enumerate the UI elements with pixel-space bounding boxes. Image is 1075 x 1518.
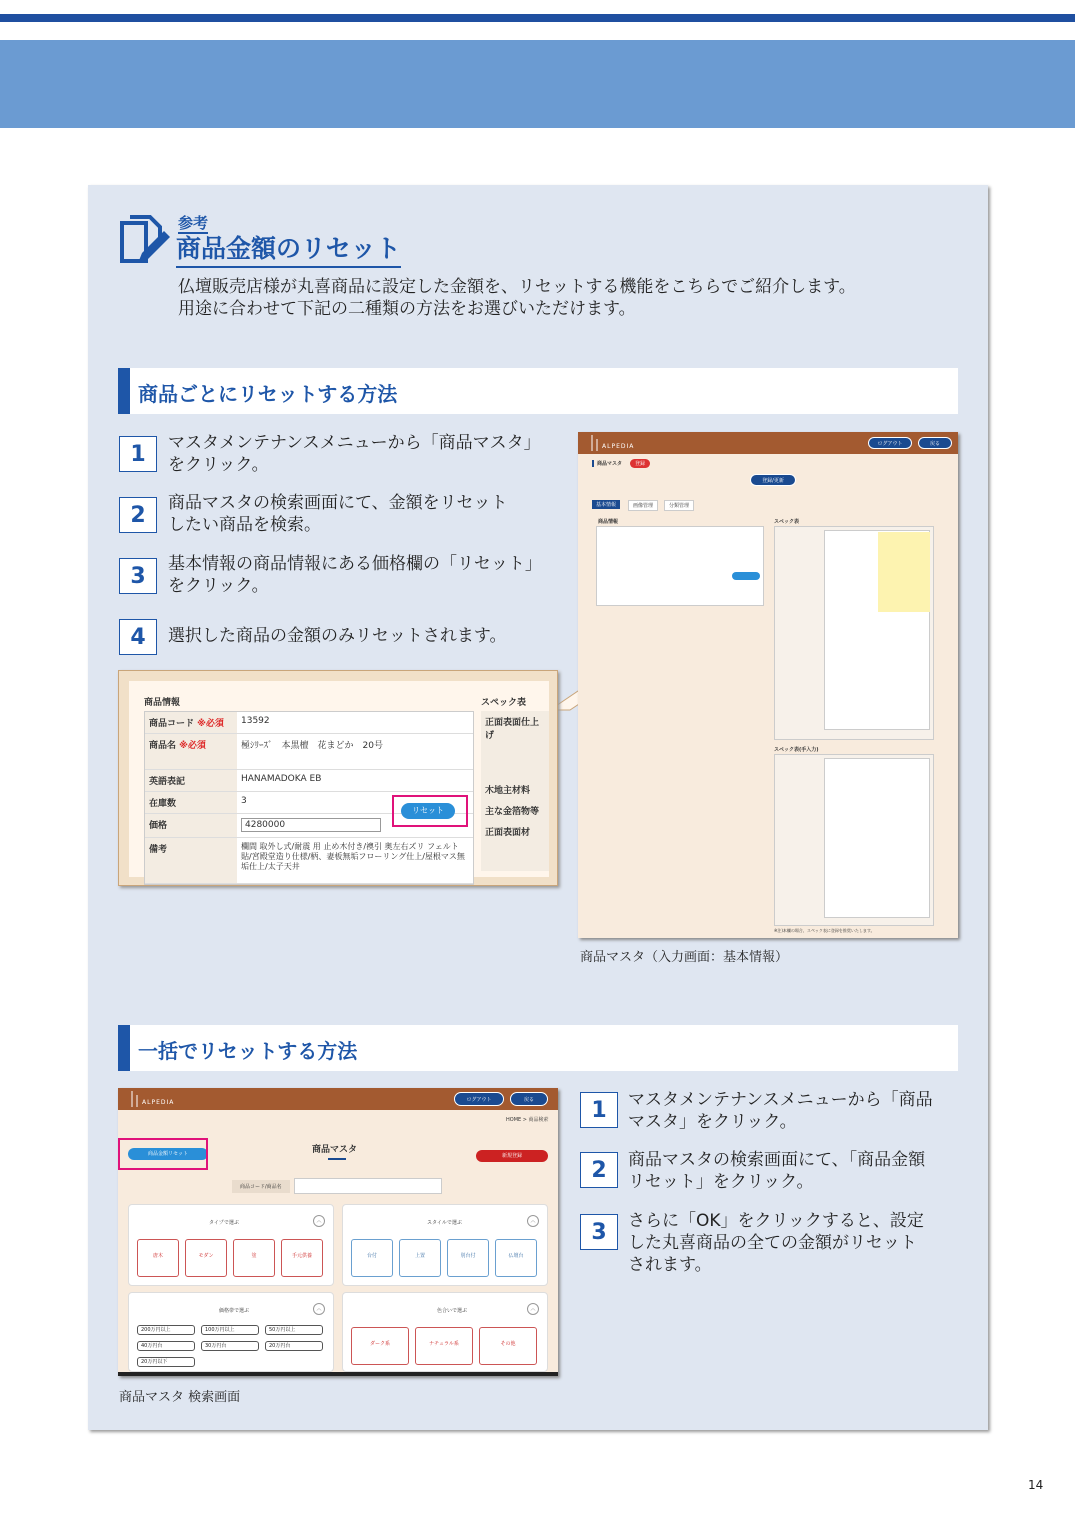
required-mark: ※必須 bbox=[197, 719, 224, 729]
section-title: 商品ごとにリセットする方法 bbox=[138, 382, 398, 406]
style-option[interactable]: 上置 bbox=[399, 1239, 441, 1277]
spec-item: 主な金箔物等 bbox=[485, 807, 540, 817]
style-category-panel bbox=[342, 1204, 548, 1286]
spec-highlight bbox=[878, 532, 930, 612]
zoom-spec-heading: スペック表 bbox=[481, 698, 527, 708]
step-number: 2 bbox=[580, 1152, 618, 1188]
row-key: 在庫数 bbox=[145, 792, 237, 813]
price-option[interactable]: 40万円台 bbox=[137, 1341, 195, 1351]
tab-basic[interactable]: 基本情報 bbox=[592, 500, 620, 509]
style-option[interactable]: 台付 bbox=[351, 1239, 393, 1277]
type-option[interactable]: 塗 bbox=[233, 1239, 275, 1277]
step-line: リセット」をクリック。 bbox=[628, 1172, 814, 1192]
step-number: 4 bbox=[119, 619, 157, 655]
page-title: 商品マスタ bbox=[592, 460, 622, 467]
spec-item: 木地主材料 bbox=[485, 786, 531, 796]
app-logo: ALPEDIA bbox=[142, 1099, 175, 1106]
style-option[interactable]: 別台付 bbox=[447, 1239, 489, 1277]
spec-manual-heading: スペック表(手入力) bbox=[774, 747, 819, 753]
section-header bbox=[118, 1025, 958, 1071]
reference-title: 商品金額のリセット bbox=[176, 233, 401, 268]
step-line: したい商品を検索。 bbox=[168, 515, 321, 535]
spec-heading: スペック表 bbox=[774, 519, 800, 525]
type-category-title: タイプで選ぶ bbox=[209, 1220, 239, 1226]
section-bar bbox=[118, 1025, 130, 1071]
color-category-title: 色合いで選ぶ bbox=[437, 1308, 468, 1314]
input-screen-screenshot bbox=[578, 432, 958, 938]
spec-column bbox=[481, 711, 549, 871]
screenshot-caption: 商品マスタ（入力画面：基本情報） bbox=[580, 950, 789, 965]
price-reset-button[interactable]: 商品金額リセット bbox=[128, 1148, 208, 1160]
type-option[interactable]: 手元供養 bbox=[281, 1239, 323, 1277]
step-text bbox=[168, 553, 542, 597]
price-option[interactable]: 30万円台 bbox=[201, 1341, 259, 1351]
section-header bbox=[118, 368, 958, 414]
step-line: されます。 bbox=[628, 1255, 712, 1275]
search-label: 商品コード/商品名 bbox=[232, 1180, 290, 1193]
spec-item: 正面表面材 bbox=[485, 828, 531, 838]
step-text bbox=[168, 432, 541, 476]
screenshot-caption: 商品マスタ 検索画面 bbox=[119, 1390, 241, 1405]
step-line: をクリック。 bbox=[168, 455, 269, 475]
footnote: ※注)本欄の場合、スペック表に登録を推奨いたします。 bbox=[774, 928, 875, 933]
section-bar bbox=[118, 368, 130, 414]
table-row bbox=[145, 734, 473, 770]
price-option[interactable]: 50万円以上 bbox=[265, 1325, 323, 1335]
color-option[interactable]: ダーク系 bbox=[351, 1327, 409, 1365]
step-line: マスタメンテナンスメニューから「商品 bbox=[628, 1090, 933, 1110]
search-input[interactable] bbox=[294, 1178, 442, 1194]
status-badge: 登録 bbox=[630, 459, 650, 468]
top-rule bbox=[0, 14, 1075, 22]
step-number: 1 bbox=[580, 1092, 618, 1128]
row-key bbox=[145, 734, 237, 769]
section-title: 一括でリセットする方法 bbox=[138, 1039, 358, 1063]
required-mark: ※必須 bbox=[179, 741, 206, 751]
step-line: 商品マスタの検索画面にて、金額をリセット bbox=[168, 493, 508, 513]
price-category-title: 価格帯で選ぶ bbox=[219, 1308, 250, 1314]
style-category-title: スタイルで選ぶ bbox=[427, 1220, 462, 1226]
step-line: 基本情報の商品情報にある価格欄の「リセット」 bbox=[168, 554, 542, 574]
table-row bbox=[145, 770, 473, 792]
collapse-icon[interactable]: ︿ bbox=[313, 1303, 325, 1315]
top-banner bbox=[0, 40, 1075, 128]
row-value: 13592 bbox=[237, 712, 473, 733]
highlight-box bbox=[118, 1138, 208, 1170]
row-value: HANAMADOKA EB bbox=[237, 770, 473, 791]
row-key bbox=[145, 712, 237, 733]
highlight-box bbox=[392, 795, 468, 827]
step-number: 3 bbox=[119, 558, 157, 594]
color-option[interactable]: ナチュラル系 bbox=[415, 1327, 473, 1365]
collapse-icon[interactable]: ︿ bbox=[527, 1215, 539, 1227]
spec-manual-values bbox=[824, 758, 930, 918]
price-option[interactable]: 20万円台 bbox=[265, 1341, 323, 1351]
row-value: 欄間 取外し式/耐震 用 止め木付き/襖引 奥左右ズリ フェルト貼/宮殿堂造り仕様/柄、妻板無垢フローリング仕上/屋根マス無垢仕上/太子天井 bbox=[237, 838, 473, 883]
spec-item: 正面表面仕上げ bbox=[485, 718, 540, 741]
reset-button[interactable]: リセット bbox=[401, 803, 455, 819]
search-screen-screenshot bbox=[118, 1088, 558, 1376]
row-key: 英語表記 bbox=[145, 770, 237, 791]
app-logo: ALPEDIA bbox=[602, 443, 635, 450]
table-row bbox=[145, 838, 473, 884]
back-button[interactable]: 戻る bbox=[918, 437, 952, 449]
price-value: 4280000 bbox=[241, 818, 381, 832]
page-number: 14 bbox=[1028, 1478, 1044, 1492]
price-category-panel bbox=[128, 1292, 334, 1372]
reference-label: 参考 bbox=[178, 214, 209, 232]
row-value: 極ｼﾘｰｽﾞ 本黒檀 花まどか 20号 bbox=[237, 734, 473, 769]
step-line: マスタ」をクリック。 bbox=[628, 1112, 797, 1132]
step-text bbox=[168, 625, 506, 647]
info-table bbox=[596, 526, 764, 606]
step-line: をクリック。 bbox=[168, 576, 269, 596]
info-heading: 商品情報 bbox=[598, 519, 619, 525]
step-number: 3 bbox=[580, 1214, 618, 1250]
zoom-panel bbox=[118, 670, 558, 886]
logo-icon bbox=[130, 1091, 140, 1107]
reset-button[interactable] bbox=[732, 572, 760, 580]
breadcrumb[interactable]: HOME > 商品検索 bbox=[506, 1117, 549, 1123]
type-option[interactable]: 唐木 bbox=[137, 1239, 179, 1277]
tab-images[interactable]: 画像管理 bbox=[628, 500, 658, 511]
step-line: マスタメンテナンスメニューから「商品マスタ」 bbox=[168, 433, 541, 453]
table-row bbox=[145, 712, 473, 734]
price-option[interactable]: 100万円以上 bbox=[201, 1325, 259, 1335]
zoom-heading: 商品情報 bbox=[144, 698, 181, 708]
logout-button[interactable]: ログアウト bbox=[454, 1092, 504, 1106]
type-category-panel bbox=[128, 1204, 334, 1286]
intro-line: 用途に合わせて下記の二種類の方法をお選びいただけます。 bbox=[178, 299, 636, 319]
step-text bbox=[628, 1149, 925, 1193]
step-line: 選択した商品の金額のみリセットされます。 bbox=[168, 626, 507, 646]
step-number: 2 bbox=[119, 497, 157, 533]
tab-category[interactable]: 分類管理 bbox=[664, 500, 694, 511]
logo-icon bbox=[590, 435, 600, 451]
row-value: 3 bbox=[237, 792, 473, 813]
row-key: 備考 bbox=[145, 838, 237, 883]
collapse-icon[interactable]: ︿ bbox=[527, 1303, 539, 1315]
step-line: した丸喜商品の全ての金額がリセット bbox=[628, 1233, 917, 1253]
step-text bbox=[628, 1210, 924, 1276]
price-option[interactable]: 20万円以下 bbox=[137, 1357, 195, 1367]
document-edit-icon bbox=[118, 213, 170, 273]
key-label: 商品名 bbox=[149, 741, 177, 751]
color-category-panel bbox=[342, 1292, 548, 1372]
app-header bbox=[118, 1088, 558, 1110]
step-text bbox=[628, 1089, 933, 1133]
back-button[interactable]: 戻る bbox=[510, 1092, 548, 1106]
key-label: 商品コード bbox=[149, 719, 195, 729]
style-option[interactable]: 仏壇台 bbox=[495, 1239, 537, 1277]
new-register-button[interactable]: 新規登録 bbox=[476, 1150, 548, 1162]
row-key: 価格 bbox=[145, 814, 237, 837]
app-header bbox=[578, 432, 958, 454]
color-option[interactable]: その他 bbox=[479, 1327, 537, 1365]
step-line: さらに「OK」をクリックすると、設定 bbox=[628, 1211, 924, 1231]
register-button[interactable]: 登録/更新 bbox=[750, 474, 796, 486]
logout-button[interactable]: ログアウト bbox=[868, 437, 912, 449]
step-text bbox=[168, 492, 508, 536]
intro-text bbox=[178, 276, 856, 320]
type-option[interactable]: モダン bbox=[185, 1239, 227, 1277]
search-title: 商品マスタ bbox=[312, 1145, 358, 1155]
zoom-inner bbox=[129, 681, 549, 877]
intro-line: 仏壇販売店様が丸喜商品に設定した金額を、リセットする機能をこちらでご紹介します。 bbox=[178, 277, 856, 297]
collapse-icon[interactable]: ︿ bbox=[313, 1215, 325, 1227]
title-underline bbox=[328, 1158, 346, 1160]
price-option[interactable]: 200万円以上 bbox=[137, 1325, 195, 1335]
step-line: 商品マスタの検索画面にて、「商品金額 bbox=[628, 1150, 926, 1170]
step-number: 1 bbox=[119, 436, 157, 472]
